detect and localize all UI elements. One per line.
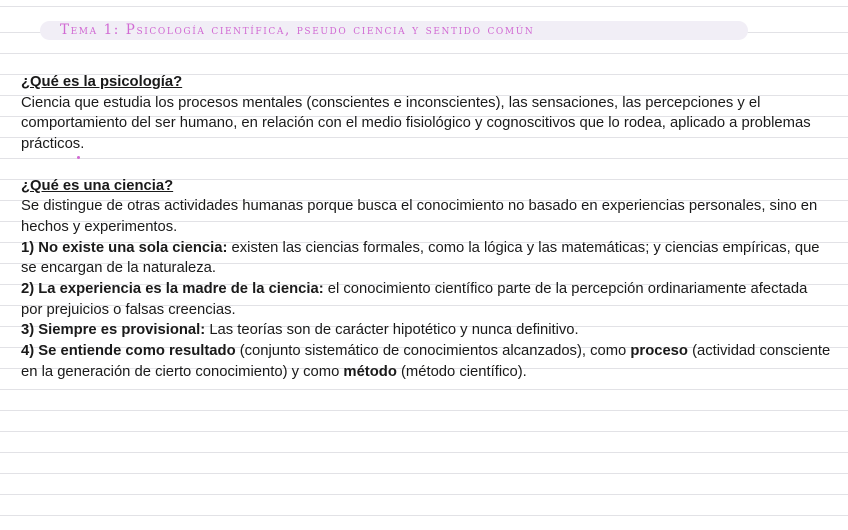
point-4-text-a: (conjunto sistemático de conocimientos alcanzados), como bbox=[235, 343, 631, 360]
point-1 bbox=[21, 238, 831, 279]
point-1-title: 1) No existe una sola ciencia: bbox=[21, 239, 228, 256]
point-1-text: existen las ciencias formales, como la lógica y las matemáticas; y ciencias empíricas, que se encargan de la naturaleza. bbox=[21, 239, 820, 277]
point-2-title: 2) La experiencia es la madre de la ciencia: bbox=[21, 281, 324, 298]
title-banner bbox=[40, 21, 748, 40]
heading-que-es-ciencia: ¿Qué es una ciencia? bbox=[21, 177, 174, 194]
point-3-text: Las teorías son de carácter hipotético y nunca definitivo. bbox=[205, 322, 579, 339]
point-2-text: el conocimiento científico parte de la percepción ordinariamente afectada por prejuicios o falsas creencias. bbox=[21, 281, 808, 318]
point-4-title: 4) Se entiende como resultado bbox=[21, 343, 236, 360]
ciencia-intro: Se distingue de otras actividades humanas porque busca el conocimiento no basado en experiencias personales, sino en hechos y experimentos. bbox=[21, 198, 818, 235]
point-4 bbox=[21, 341, 831, 382]
point-4-proceso: proceso bbox=[630, 343, 688, 360]
note-content bbox=[21, 72, 831, 383]
point-3-title: 3) Siempre es provisional: bbox=[21, 322, 206, 339]
point-4-text-c: (método científico). bbox=[396, 363, 527, 380]
heading-que-es-psicologia: ¿Qué es la psicología? bbox=[21, 74, 183, 90]
point-2 bbox=[21, 279, 831, 320]
point-4-metodo: método bbox=[343, 363, 397, 380]
psicologia-definition: Ciencia que estudia los procesos mentales (conscientes e inconscientes), las sensaciones, las percepciones y el comportamiento del ser humano, en relación con el medio fisiológico y cognoscitivos que lo rodea, aplicado a problemas prácticos. bbox=[21, 94, 811, 153]
spacer bbox=[21, 155, 831, 176]
point-3 bbox=[21, 320, 831, 341]
point-4-text-b: (actividad consciente en la generación de cierto conocimiento) y como bbox=[21, 343, 831, 380]
page-title: Tema 1: Psicología científica, pseudo ciencia y sentido común bbox=[60, 22, 535, 38]
